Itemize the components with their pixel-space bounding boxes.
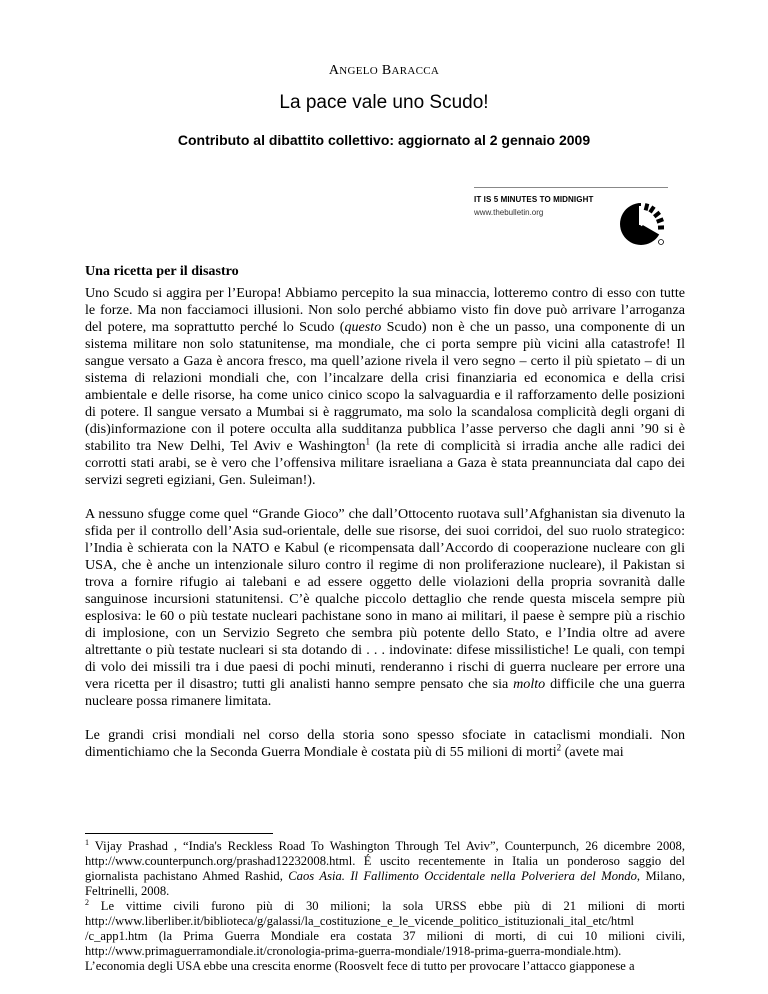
footnote-2-continued: L’economia degli USA ebbe una crescita enorme (Roosvelt fece di tutto per provocare l’attacco giapponese a [85, 959, 635, 973]
doomsday-clock-icon [618, 201, 664, 247]
clock-caption: IT IS 5 MINUTES TO MIDNIGHT [474, 195, 594, 204]
main-content [85, 263, 685, 778]
document-subtitle: Contributo al dibattito collettivo: aggiornato al 2 gennaio 2009 [177, 132, 591, 148]
footnote-separator [85, 833, 273, 834]
author-name: ANGELO BARACCA [328, 63, 440, 78]
section-heading: Una ricetta per il disastro [85, 263, 239, 279]
clock-url: www.thebulletin.org [474, 208, 544, 217]
paragraph-3: Le grandi crisi mondiali nel corso della storia sono spesso sfociate in cataclismi mondiali. Non dimentichiamo che la Seconda Guerra Mondiale è costata più di 55 milioni di morti$^2$ (avete mai [85, 727, 685, 760]
footnote-2: $^2$ Le vittime civili furono più di 30 milioni; la sola URSS ebbe più di 21 milioni di morti http://www.liberliber.it/biblioteca/g/galassi/la_costituzione_e_le_vicende_politico_istituzionali_ital_etc/html /c_app1.htm (la Prima Guerra Mondiale era costata 37 milioni di morti, di cui 10 milioni civili, http://www.primaguerramondiale.it/cronologia-prima-guerra-mondiale/1918-prima-guerra-mondiale.htm). [85, 897, 685, 958]
paragraph-1: Uno Scudo si aggira per l’Europa! Abbiamo percepito la sua minaccia, lotteremo contro di esso con tutte le forze. Ma non facciamoci illusioni. Non solo perché abbiamo visto fin dove può arrivare l’arroganza del potere, ma soprattutto perché lo Scudo (questo Scudo) non è che un passo, una componente di un sistema militare non solo statunitense, ma mondiale, che ci porta sempre più vicini alla catastrofe! Il sangue versato a Gaza è ancora fresco, ma quell’azione rivela il vero segno – certo il più spietato – di un sistema di relazioni mondiali che, con l’incalzare della crisi finanziaria ed economica e della crisi ambientale e delle risorse, ha come unico cinico scopo la salvaguardia e il rafforzamento delle posizioni di potere. Il sangue versato a Mumbai si è raggrumato, ma solo la scandalosa complicità degli organi di (dis)informazione con il potere occulta alla sudditanza pubblica l’asse perverso che dagli anni ’90 si è stabilito tra New Delhi, Tel Aviv e Washington$^1$ (la rete di complicità si irradia anche alle radici dei corrotti stati arabi, se è vero che l’offensiva militare israeliana a Gaza è stata preannunciata dal capo dei servizi segreti egiziani, Gen. Suleiman!). [85, 285, 685, 488]
footnotes [85, 839, 685, 974]
doomsday-clock-figure [474, 187, 674, 273]
footnote-1: $^1$ Vijay Prashad , “India's Reckless Road To Washington Through Tel Aviv”, Counterpunch, 26 dicembre 2008, http://www.counterpunch.org/prashad12232008.html. É uscito recentemente in Italia un ponderoso saggio del giornalista pachistano Ahmed Rashid, Caos Asia. Il Fallimento Occidentale nella Polveriera del Mondo, Milano, Feltrinelli, 2008. [85, 837, 686, 898]
paragraph-2: A nessuno sfugge come quel “Grande Gioco” che dall’Ottocento ruotava sull’Afghanistan sia divenuto la sfida per il controllo dell’Asia sud-orientale, delle sue risorse, dei suoi corridoi, del suo ruolo strategico: l’India è schierata con la NATO e Kabul (e ricompensata dall’Accordo di cooperazione nucleare con gli USA, che è anche un intenzionale siluro contro il regime di non proliferazione nucleare), il Pakistan si trova a fornire rifugio ai talebani e ad essere oggetto delle violazioni della propria sovranità dalle sanguinose incursioni statunitensi. C’è qualche piccolo dettaglio che rende questa miscela sempre più esplosiva: le 60 o più testate nucleari pachistane sono in mano ai militari, il paese è sempre più a rischio di implosione, con un Servizio Segreto che sembra più potente dello Stato, e l’India oltre ad avere altrettante o più testate nucleari si sta dotando di . . . indovinate: difese missilistiche! Le quali, con tempi di volo dei missili tra i due paesi di pochi minuti, renderanno i rischi di guerra nucleare per errore una vera ricetta per il disastro; tutti gli analisti hanno sempre pensato che sia molto difficile che una guerra nucleare possa rimanere limitata. [85, 506, 685, 709]
document-title: La pace vale uno Scudo! [279, 92, 489, 113]
footnote-ref-2[interactable]: 2 [556, 742, 562, 753]
footnote-ref-1[interactable]: 1 [365, 436, 371, 447]
figure-divider [474, 187, 668, 188]
